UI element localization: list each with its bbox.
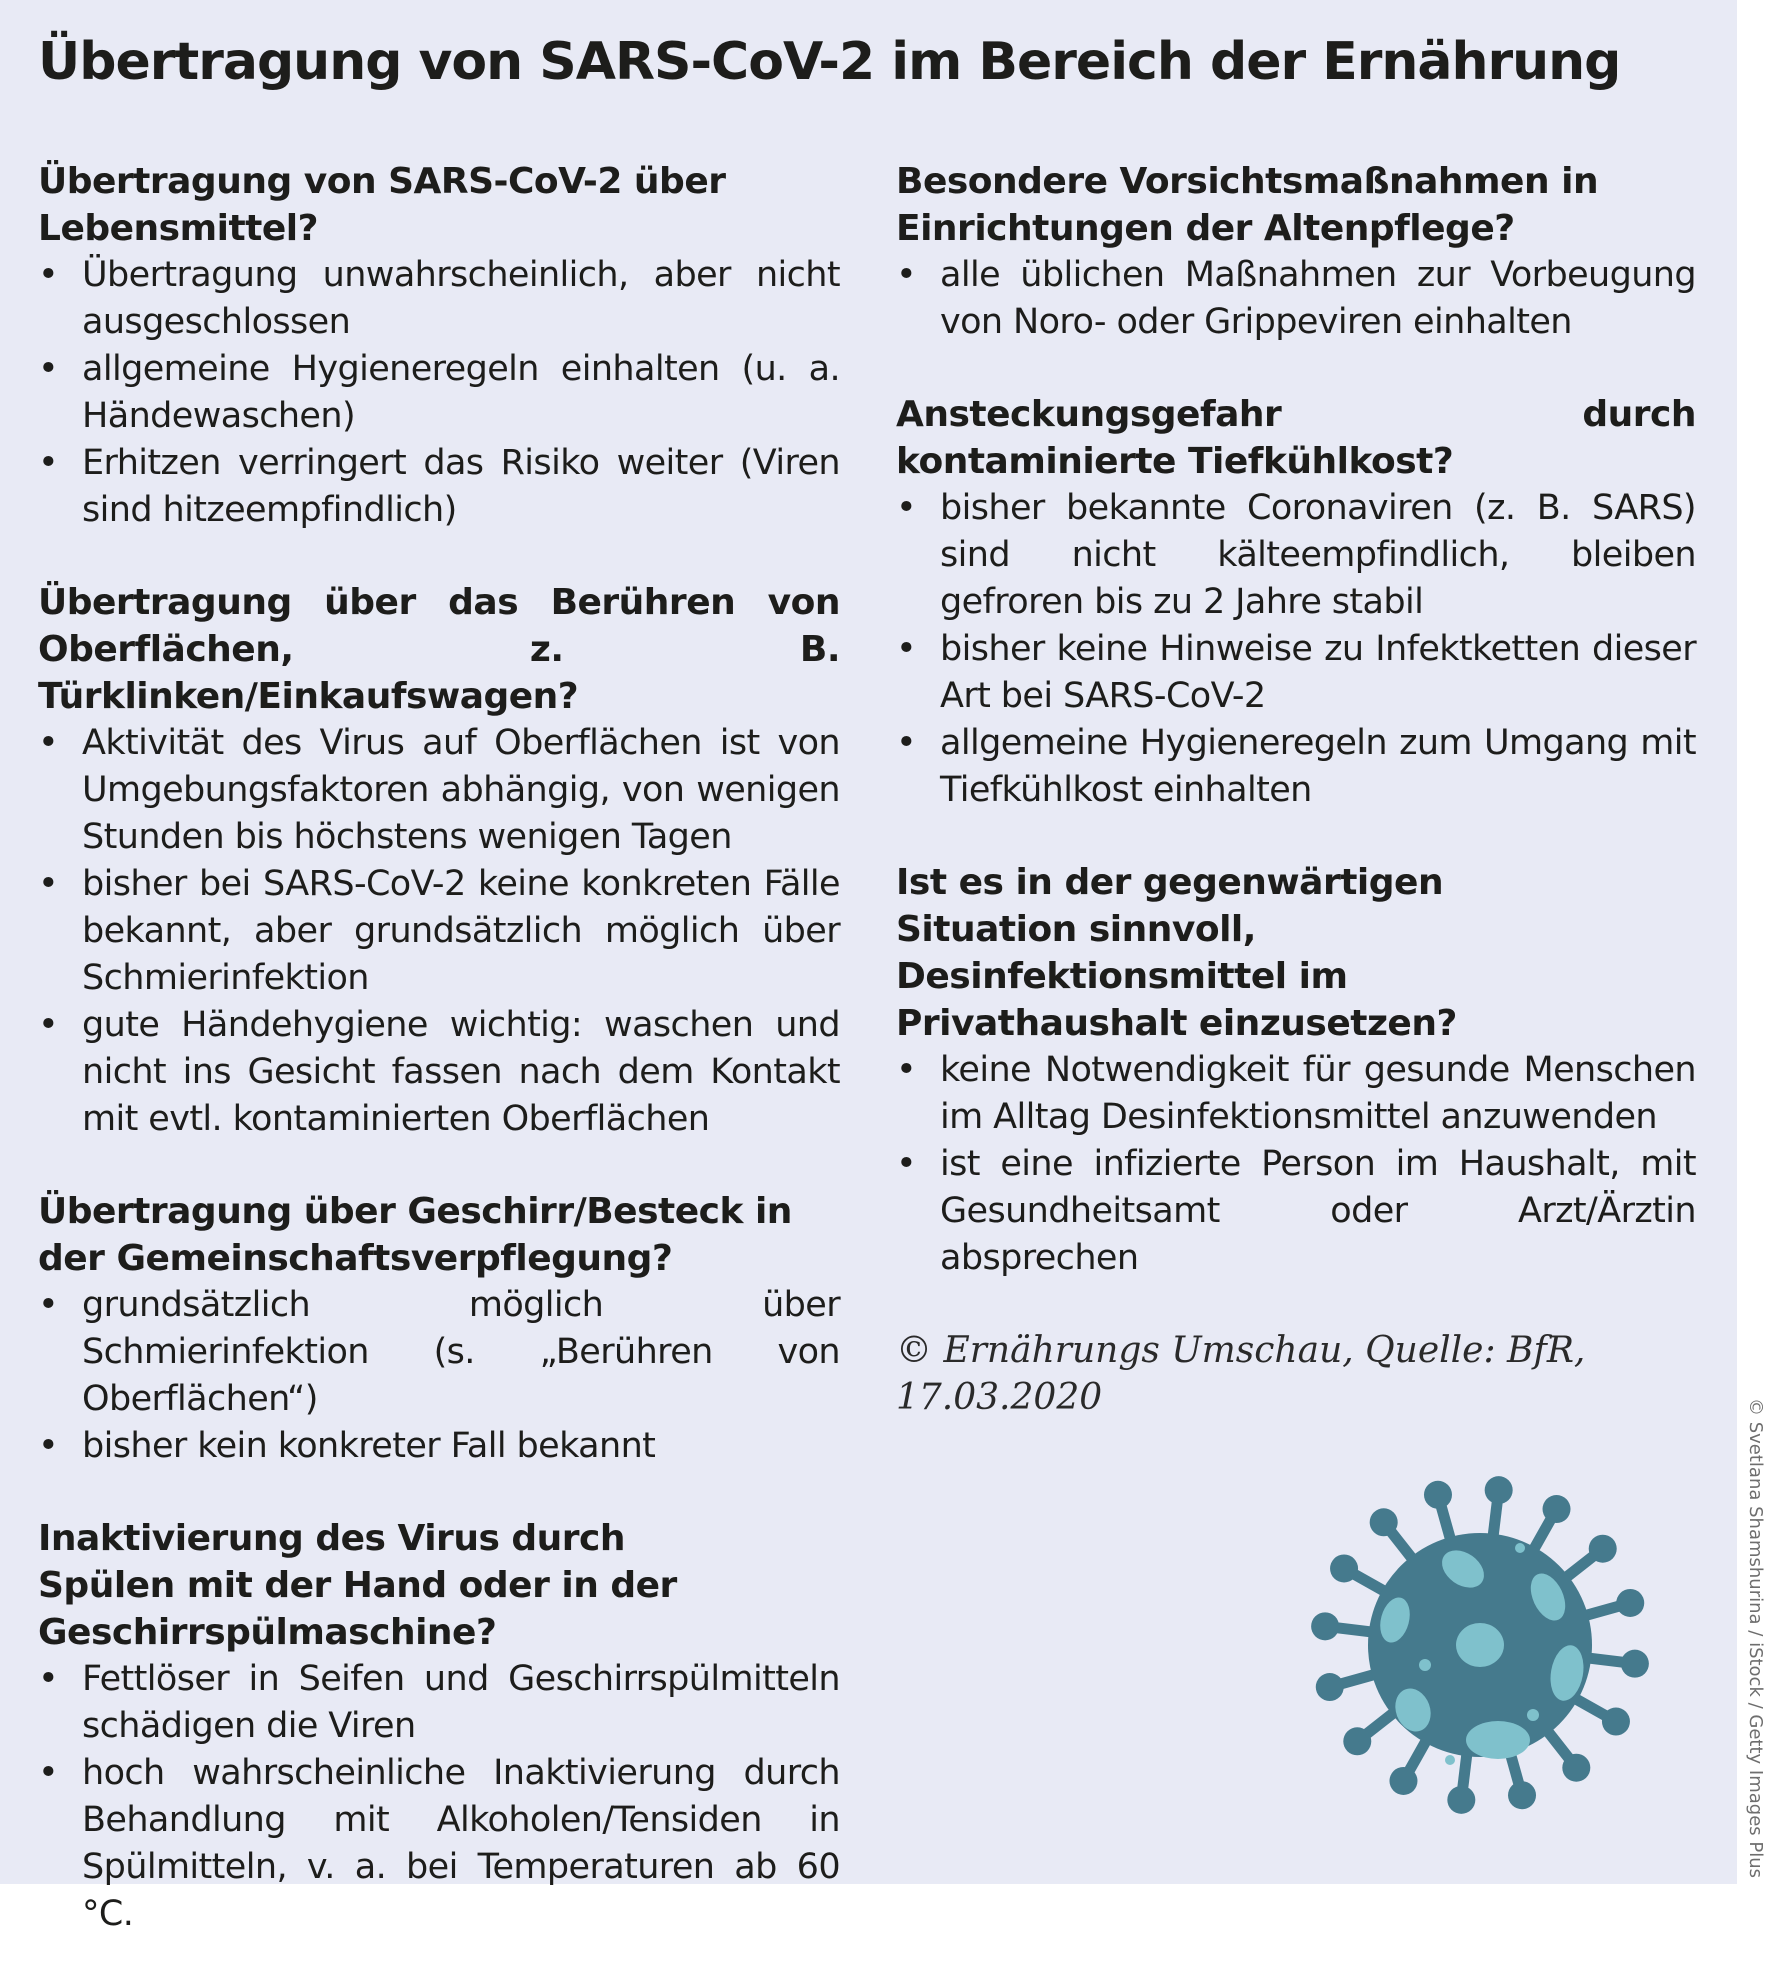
virus-spike-tip	[1370, 1508, 1398, 1536]
section-dishes-transmission	[38, 1188, 840, 1470]
list-item: • Erhitzen verringert das Risiko weiter (Viren sind hitzeempfindlich)	[38, 440, 840, 534]
virus-spike-tip	[1424, 1481, 1452, 1509]
virus-spike-tip	[1485, 1476, 1513, 1504]
bullet-icon: •	[38, 349, 59, 389]
section-food-transmission	[38, 158, 840, 534]
virus-spike-tip	[1602, 1708, 1630, 1736]
bullet-icon: •	[896, 255, 917, 295]
bullet-list	[38, 1282, 840, 1470]
virus-spike-tip	[1543, 1495, 1571, 1523]
list-item: • alle üblichen Maßnahmen zur Vorbeugung von Noro- oder Grippeviren einhalten	[896, 252, 1696, 346]
bullet-list	[896, 252, 1696, 346]
virus-spike-tip	[1343, 1727, 1371, 1755]
section-heading: Ansteckungsgefahr durch kontaminierte Tiefkühlkost?	[896, 394, 1696, 482]
bullet-icon: •	[38, 1005, 59, 1045]
section-frozen-food	[896, 391, 1696, 814]
bullet-icon: •	[38, 1753, 59, 1793]
list-item: • grundsätzlich möglich über Schmierinfektion (s. „Berühren von Oberflächen“)	[38, 1282, 840, 1423]
bullet-icon: •	[896, 1144, 917, 1184]
bullet-icon: •	[38, 864, 59, 904]
section-disinfectants	[896, 859, 1696, 1282]
section-dishwashing-inactivation	[38, 1515, 840, 1938]
section-heading: Übertragung über das Berühren von Oberflächen, z. B. Türklinken/Einkaufswagen?	[38, 582, 840, 717]
list-item: • Fettlöser in Seifen und Geschirrspülmitteln schädigen die Viren	[38, 1656, 840, 1750]
virus-spike-tip	[1508, 1781, 1536, 1809]
bullet-icon: •	[38, 443, 59, 483]
bullet-list	[38, 1656, 840, 1938]
source-credit	[896, 1327, 1696, 1421]
virus-spike-tip	[1589, 1535, 1617, 1563]
bullet-icon: •	[896, 1050, 917, 1090]
section-surface-transmission	[38, 579, 840, 1143]
virus-spike-tip	[1330, 1554, 1358, 1582]
photo-credit: © Svetlana Shamshurina / iStock / Getty Images Plus	[1745, 1398, 1766, 1879]
list-item: • ist eine infizierte Person im Haushalt, mit Gesundheitsamt oder Arzt/Ärztin absprechen	[896, 1141, 1696, 1282]
bullet-icon: •	[896, 629, 917, 669]
bullet-icon: •	[38, 723, 59, 763]
bullet-list	[896, 485, 1696, 814]
section-heading: Besondere Vorsichtsmaßnahmen in Einrichtungen der Altenpflege?	[896, 161, 1599, 249]
list-item: • hoch wahrscheinliche Inaktivierung durch Behandlung mit Alkoholen/Tensiden in Spülmitteln, v. a. bei Temperaturen ab 60 °C.	[38, 1750, 840, 1938]
section-heading: Übertragung über Geschirr/Besteck in der Gemeinschaftsverpflegung?	[38, 1191, 792, 1279]
list-item: • Übertragung unwahrscheinlich, aber nicht ausgeschlossen	[38, 252, 840, 346]
bullet-icon: •	[38, 255, 59, 295]
bullet-icon: •	[38, 1659, 59, 1699]
section-heading: Inaktivierung des Virus durch Spülen mit der Hand oder in der Geschirrspülmaschine?	[38, 1518, 677, 1653]
virus-spike-tip	[1621, 1650, 1649, 1678]
virus-spike-tip	[1316, 1673, 1344, 1701]
source-date: 17.03.2020	[896, 1377, 1103, 1418]
bullet-list	[896, 1047, 1696, 1282]
bullet-list	[38, 252, 840, 534]
list-item: • bisher bei SARS-CoV-2 keine konkreten Fälle bekannt, aber grundsätzlich möglich über Schmierinfektion	[38, 861, 840, 1002]
virus-icon	[1305, 1470, 1655, 1820]
bullet-icon: •	[896, 488, 917, 528]
list-item: • bisher kein konkreter Fall bekannt	[38, 1423, 840, 1470]
virus-spike-tip	[1389, 1767, 1417, 1795]
list-item: • keine Notwendigkeit für gesunde Menschen im Alltag Desinfektionsmittel anzuwenden	[896, 1047, 1696, 1141]
virus-spike-tip	[1447, 1786, 1475, 1814]
source-credit-line: © Ernährungs Umschau, Quelle: BfR,	[896, 1330, 1586, 1371]
right-column	[896, 158, 1696, 1421]
bullet-icon: •	[38, 1285, 59, 1325]
bullet-list	[38, 720, 840, 1143]
left-column	[38, 158, 840, 1983]
bullet-icon: •	[38, 1426, 59, 1466]
list-item: • Aktivität des Virus auf Oberflächen ist von Umgebungsfaktoren abhängig, von wenigen Stunden bis höchstens wenigen Tagen	[38, 720, 840, 861]
list-item: • allgemeine Hygieneregeln einhalten (u. a. Händewaschen)	[38, 346, 840, 440]
page-title: Übertragung von SARS-CoV-2 im Bereich der Ernährung	[38, 32, 1621, 92]
list-item: • bisher bekannte Coronaviren (z. B. SARS) sind nicht kälteempfindlich, bleiben gefroren bis zu 2 Jahre stabil	[896, 485, 1696, 626]
section-heading: Ist es in der gegenwärtigen Situation sinnvoll, Desinfektionsmittel im Privathaushalt einzusetzen?	[896, 862, 1457, 1044]
virus-spike-tip	[1311, 1612, 1339, 1640]
section-elderly-care	[896, 158, 1696, 346]
bullet-icon: •	[896, 723, 917, 763]
section-heading: Übertragung von SARS-CoV-2 über Lebensmittel?	[38, 161, 726, 249]
virus-spike-tip	[1562, 1754, 1590, 1782]
list-item: • allgemeine Hygieneregeln zum Umgang mit Tiefkühlkost einhalten	[896, 720, 1696, 814]
list-item: • gute Händehygiene wichtig: waschen und nicht ins Gesicht fassen nach dem Kontakt mit evtl. kontaminierten Oberflächen	[38, 1002, 840, 1143]
list-item: • bisher keine Hinweise zu Infektketten dieser Art bei SARS-CoV-2	[896, 626, 1696, 720]
virus-spike-tip	[1616, 1589, 1644, 1617]
